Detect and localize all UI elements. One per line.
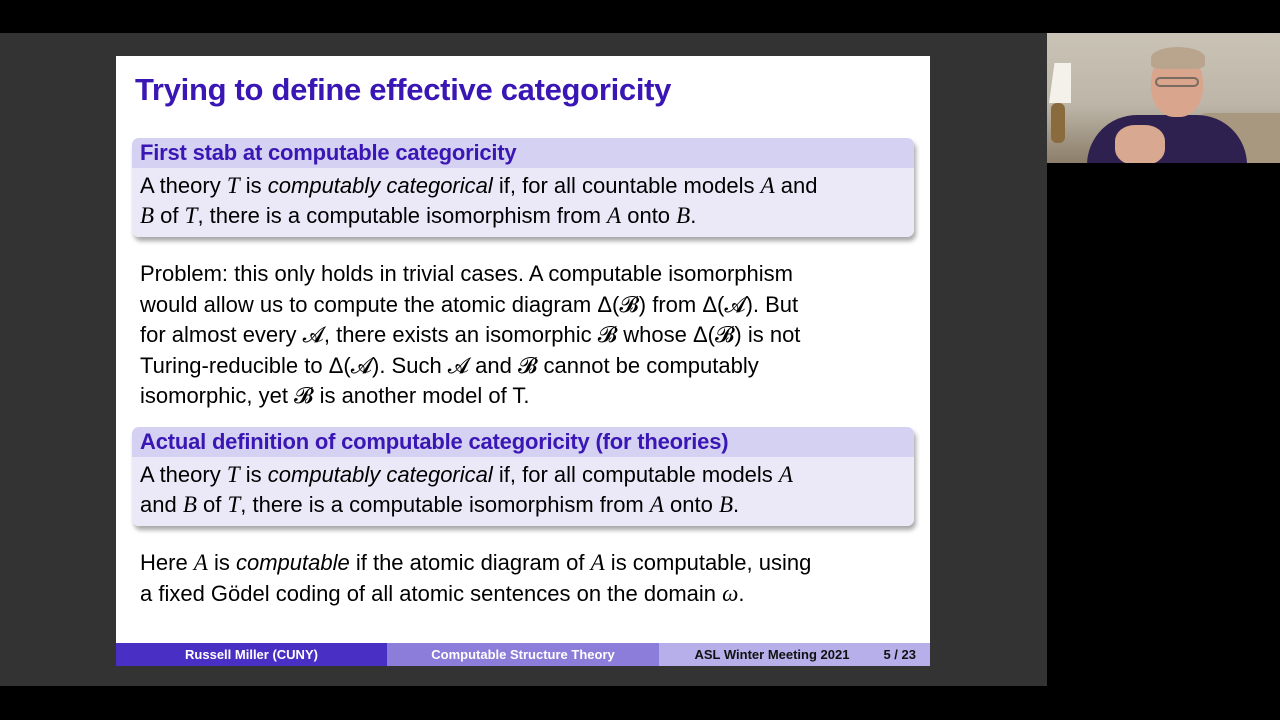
slide-footer (116, 643, 930, 666)
text: onto (663, 492, 719, 517)
computable-definition-paragraph (140, 548, 920, 609)
text: and (774, 173, 818, 198)
math-A: A (778, 462, 793, 487)
math-B: B (182, 492, 197, 517)
problem-paragraph (140, 259, 920, 412)
math-A: A (649, 492, 664, 517)
footer-event-name: ASL Winter Meeting 2021 (694, 647, 850, 662)
emphasis: computably categorical (267, 173, 493, 198)
speaker-hands (1115, 125, 1165, 163)
text: a fixed Gödel coding of all atomic sentences on the domain (140, 580, 723, 606)
paragraph-line: for almost every 𝓐, there exists an isomorphic 𝓑 whose Δ(𝓑) is not (140, 322, 801, 347)
footer-talk-title: Computable Structure Theory (387, 643, 659, 666)
block-actual-definition (132, 427, 914, 526)
math-A: A (193, 550, 208, 575)
text: is (207, 550, 236, 575)
text: is (239, 462, 268, 487)
math-T: T (227, 492, 241, 517)
paragraph-line (140, 548, 920, 579)
paragraph-line: Turing-reducible to Δ(𝓐). Such 𝓐 and 𝓑 cannot be computably (140, 352, 759, 378)
footer-event (659, 643, 930, 666)
math-A: A (590, 550, 605, 575)
lamp-shade (1049, 63, 1071, 103)
math-A: A (607, 203, 622, 228)
text: . (733, 492, 740, 517)
text: Here (140, 550, 194, 575)
block-line-2 (140, 201, 906, 231)
speaker-webcam-video (1047, 33, 1280, 163)
text: . (690, 203, 697, 228)
footer-author: Russell Miller (CUNY) (116, 643, 387, 666)
paragraph-line: would allow us to compute the atomic diagram Δ(𝓑) from Δ(𝓐). But (140, 291, 799, 317)
math-T: T (184, 203, 198, 228)
block-body (132, 168, 914, 237)
block-line-2 (140, 490, 906, 520)
bottom-letterbox (0, 686, 1280, 720)
speaker-glasses (1155, 77, 1199, 87)
block-line-1 (140, 171, 906, 201)
math-T: T (226, 173, 240, 198)
text: onto (621, 203, 677, 228)
text: is computable, using (604, 550, 812, 575)
presentation-slide (116, 56, 930, 666)
block-header: Actual definition of computable categoricity (for theories) (132, 427, 914, 457)
block-first-stab (132, 138, 914, 237)
math-omega: ω (722, 580, 739, 606)
text: , there is a computable isomorphism from (240, 492, 650, 517)
math-B: B (140, 203, 155, 228)
lamp-base (1051, 103, 1065, 143)
text: if the atomic diagram of (349, 550, 591, 575)
block-line-1 (140, 460, 906, 490)
math-B: B (676, 203, 691, 228)
emphasis: computable (235, 550, 350, 575)
text: if, for all computable models (492, 462, 779, 487)
text: is (239, 173, 268, 198)
block-body (132, 457, 914, 526)
text: A theory (140, 173, 227, 198)
top-letterbox (0, 0, 1280, 33)
text: if, for all countable models (492, 173, 761, 198)
footer-page-number: 5 / 23 (883, 647, 916, 662)
slide-title: Trying to define effective categoricity (135, 72, 672, 107)
text: of (154, 203, 185, 228)
emphasis: computably categorical (267, 462, 493, 487)
math-B: B (718, 492, 734, 517)
text: , there is a computable isomorphism from (197, 203, 608, 228)
math-T: T (226, 462, 240, 487)
speaker-hair (1151, 47, 1205, 69)
paragraph-line: isomorphic, yet 𝓑 is another model of T. (140, 383, 530, 408)
text: A theory (140, 462, 227, 487)
text: of (196, 492, 228, 517)
paragraph-line (140, 579, 920, 610)
text: . (738, 580, 745, 606)
math-A: A (760, 173, 775, 198)
paragraph-line: Problem: this only holds in trivial cases. A computable isomorphism (140, 261, 793, 286)
speaker-torso (1087, 115, 1247, 163)
text: and (140, 492, 183, 517)
block-header: First stab at computable categoricity (132, 138, 914, 168)
